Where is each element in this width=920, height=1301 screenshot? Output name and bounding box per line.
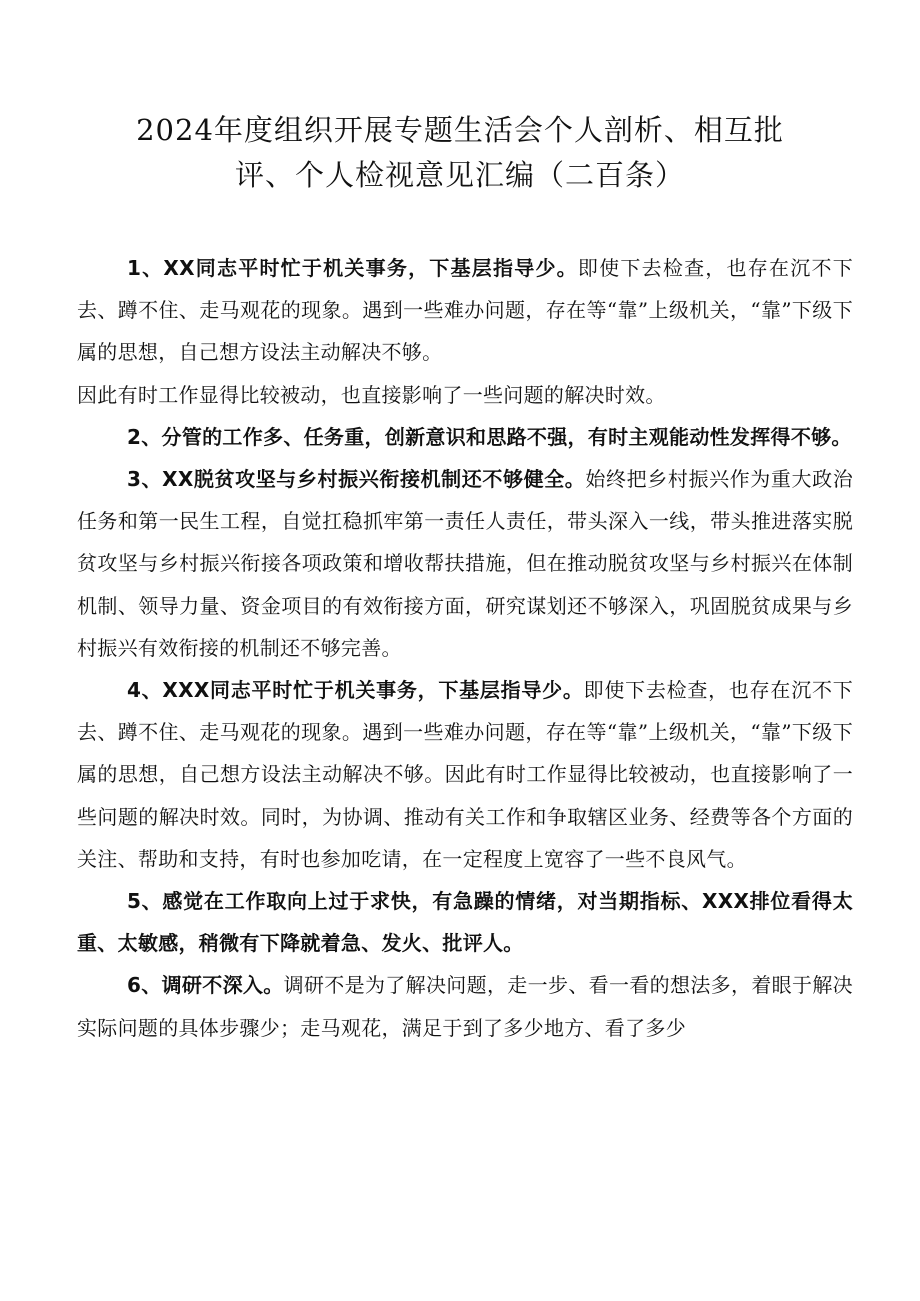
paragraph-1 xyxy=(77,247,853,416)
paragraph-1-tail: 因此有时工作显得比较被动，也直接影响了一些问题的解决时效。 xyxy=(77,382,666,407)
document-body xyxy=(77,247,853,1049)
paragraph-4-lead: 4、XXX同志平时忙于机关事务，下基层指导少。 xyxy=(127,678,584,703)
paragraph-1-body: 即使下去检查，也存在沉不下去、蹲不住、走马观花的现象。遇到一些难办问题，存在等“靠”上级机关，“靠”下级下属的思想，自己想方设法主动解决不够。 xyxy=(77,256,853,365)
paragraph-3 xyxy=(77,458,853,669)
paragraph-1-lead: 1、XX同志平时忙于机关事务，下基层指导少。 xyxy=(127,256,578,280)
paragraph-4 xyxy=(77,669,853,880)
paragraph-4-body: 即使下去检查，也存在沉不下去、蹲不住、走马观花的现象。遇到一些难办问题，存在等“靠”上级机关，“靠”下级下属的思想，自己想方设法主动解决不够。因此有时工作显得比较被动，也直接影响了一些问题的解决时效。同时，为协调、推动有关工作和争取辖区业务、经费等各个方面的关注、帮助和支持，有时也参加吃请，在一定程度上宽容了一些不良风气。 xyxy=(77,678,854,871)
document-title-line-1: 2024年度组织开展专题生活会个人剖析、相互批 xyxy=(136,113,784,147)
paragraph-6-body: 调研不是为了解决问题，走一步、看一看的想法多，着眼于解决实际问题的具体步骤少；走马观花，满足于到了多少地方、看了多少 xyxy=(77,973,853,1040)
paragraph-6 xyxy=(77,964,853,1048)
paragraph-5-lead: 5、感觉在工作取向上过于求快，有急躁的情绪，对当期指标、XXX排位看得太重、太敏感，稍微有下降就着急、发火、批评人。 xyxy=(77,889,853,956)
paragraph-3-body: 始终把乡村振兴作为重大政治任务和第一民生工程，自觉扛稳抓牢第一责任人责任，带头深入一线，带头推进落实脱贫攻坚与乡村振兴衔接各项政策和增收帮扶措施，但在推动脱贫攻坚与乡村振兴在体制机制、领导力量、资金项目的有效衔接方面，研究谋划还不够深入，巩固脱贫成果与乡村振兴有效衔接的机制还不够完善。 xyxy=(77,467,854,660)
paragraph-3-lead: 3、XX脱贫攻坚与乡村振兴衔接机制还不够健全。 xyxy=(127,467,586,492)
paragraph-6-lead: 6、调研不深入。 xyxy=(127,973,284,998)
paragraph-5 xyxy=(77,880,853,964)
paragraph-2-lead: 2、分管的工作多、任务重，创新意识和思路不强，有时主观能动性发挥得不够。 xyxy=(127,424,852,449)
document-title-line-2: 评、个人检视意见汇编（二百条） xyxy=(234,158,685,192)
paragraph-2 xyxy=(77,416,853,458)
